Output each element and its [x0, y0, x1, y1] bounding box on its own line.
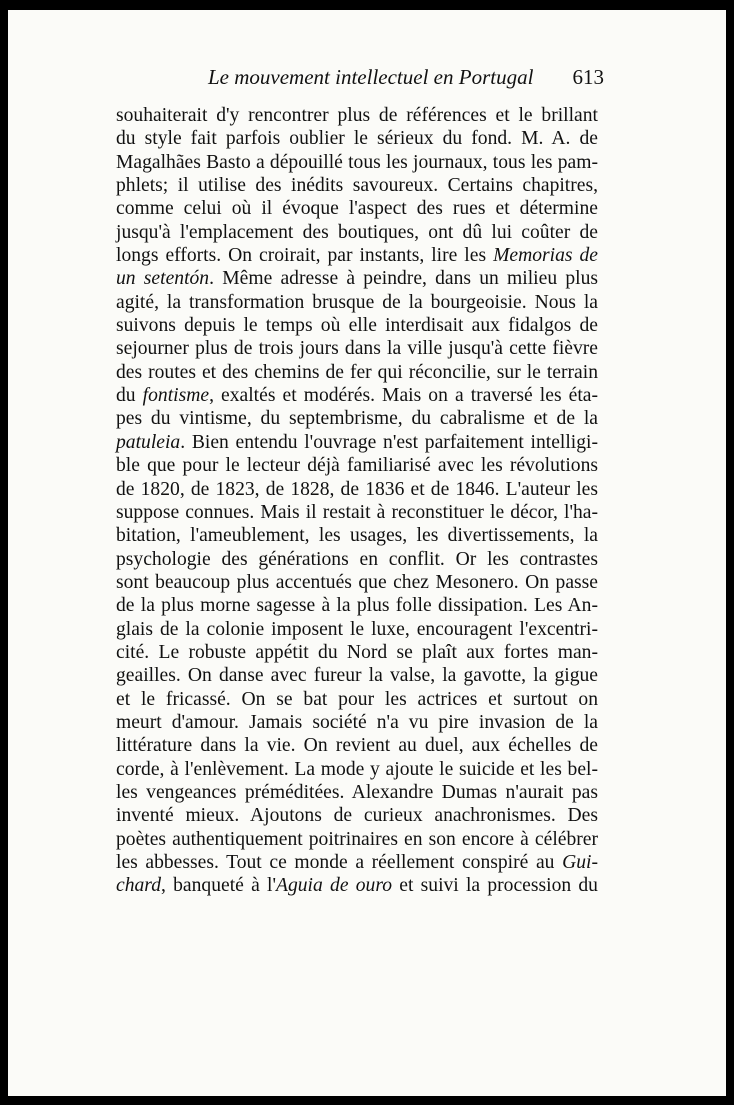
italic-text: chard	[116, 875, 161, 897]
text-run: de 1820, de 1823, de 1828, de 1836 et de 1846. L'auteur les	[116, 478, 598, 500]
italic-text: Memorias de	[493, 245, 598, 267]
text-line	[116, 478, 598, 501]
text-line	[116, 758, 598, 781]
italic-text: fontisme	[142, 385, 210, 407]
text-run: souhaiterait d'y rencontrer plus de références et le brillant	[116, 105, 598, 126]
text-line	[116, 734, 598, 757]
text-run: du	[116, 385, 143, 407]
text-line	[116, 197, 598, 220]
text-line	[116, 804, 598, 827]
text-line	[116, 711, 598, 734]
text-line	[116, 618, 598, 641]
running-title: Le mouvement intellectuel en Portugal	[208, 65, 534, 89]
text-line	[116, 851, 598, 874]
text-line	[116, 127, 598, 150]
text-run: cité. Le robuste appétit du Nord se plaît aux fortes man-	[116, 641, 598, 663]
text-run: sejourner plus de trois jours dans la ville jusqu'à cette fièvre	[116, 338, 598, 360]
text-run: geailles. On danse avec fureur la valse, la gavotte, la gigue	[116, 665, 598, 687]
text-run: les vengeances préméditées. Alexandre Dumas n'aurait pas	[116, 781, 598, 803]
text-line	[116, 641, 598, 664]
text-line	[116, 594, 598, 617]
text-run: glais de la colonie imposent le luxe, encouragent l'excentri-	[116, 618, 598, 640]
text-run: psychologie des générations en conflit. Or les contrastes	[116, 548, 598, 570]
text-line	[116, 291, 598, 314]
text-line	[116, 361, 598, 384]
text-run: pes du vintisme, du septembrisme, du cabralisme et de la	[116, 408, 598, 430]
text-line	[116, 548, 598, 571]
text-line	[116, 221, 598, 244]
text-line	[116, 781, 598, 804]
text-run: . Même adresse à peindre, dans un milieu plus	[209, 268, 598, 290]
text-line	[116, 874, 598, 897]
text-run: bitation, l'ameublement, les usages, les divertissements, la	[116, 525, 598, 547]
text-run: suivons depuis le temps où elle interdisait aux fidalgos de	[116, 315, 598, 337]
text-run: corde, à l'enlèvement. La mode y ajoute le suicide et les bel-	[116, 758, 598, 780]
text-run: , exaltés et modérés. Mais on a traversé les éta-	[209, 385, 598, 407]
page-number: 613	[572, 65, 604, 89]
text-line	[116, 828, 598, 851]
running-header	[116, 65, 604, 95]
text-run: sont beaucoup plus accentués que chez Mesonero. On passe	[116, 571, 598, 593]
italic-text: patuleia	[116, 431, 181, 453]
italic-text: Gui-	[562, 852, 598, 873]
text-run: suppose connues. Mais il restait à reconstituer le décor, l'ha-	[116, 501, 598, 523]
text-line	[116, 174, 598, 197]
text-line	[116, 524, 598, 547]
text-run: agité, la transformation brusque de la bourgeoisie. Nous la	[116, 291, 598, 313]
text-line	[116, 151, 598, 174]
italic-text: un setentón	[116, 268, 210, 290]
text-run: , banqueté à l'	[161, 875, 276, 897]
text-line	[116, 314, 598, 337]
text-run: du style fait parfois oublier le sérieux du fond. M. A. de	[116, 128, 598, 150]
text-line	[116, 571, 598, 594]
text-line	[116, 664, 598, 687]
italic-text: Aguia de ouro	[275, 875, 393, 897]
text-run: inventé mieux. Ajoutons de curieux anachronismes. Des	[116, 805, 598, 827]
text-run: les abbesses. Tout ce monde a réellement conspiré au	[116, 852, 563, 873]
text-line	[116, 431, 598, 454]
text-run: meurt d'amour. Jamais société n'a vu pire invasion de la	[116, 711, 598, 733]
text-run: Magalhães Basto a dépouillé tous les journaux, tous les pam-	[116, 151, 598, 173]
text-run: ble que pour le lecteur déjà familiarisé avec les révolutions	[116, 455, 598, 477]
text-line	[116, 688, 598, 711]
text-line	[116, 267, 598, 290]
text-line	[116, 244, 598, 267]
text-run: jusqu'à l'emplacement des boutiques, ont dû lui coûter de	[116, 221, 598, 243]
body-text	[116, 104, 598, 898]
text-run: longs efforts. On croirait, par instants, lire les	[116, 245, 494, 267]
text-run: littérature dans la vie. On revient au duel, aux échelles de	[116, 735, 598, 757]
text-line	[116, 104, 598, 127]
text-line	[116, 407, 598, 430]
text-run: comme celui où il évoque l'aspect des rues et détermine	[116, 198, 598, 220]
text-line	[116, 337, 598, 360]
text-run: des routes et des chemins de fer qui réconcilie, sur le terrain	[116, 361, 598, 383]
text-line	[116, 501, 598, 524]
text-run: poètes authentiquement poitrinaires en son encore à célébrer	[116, 828, 598, 850]
text-line	[116, 384, 598, 407]
text-run: et le fricassé. On se bat pour les actrices et surtout on	[116, 688, 598, 710]
text-run: et suivi la procession du	[392, 875, 598, 897]
text-run: . Bien entendu l'ouvrage n'est parfaitement intelligi-	[180, 431, 598, 453]
page	[8, 10, 726, 1096]
text-line	[116, 454, 598, 477]
text-run: de la plus morne sagesse à la plus folle dissipation. Les An-	[116, 595, 598, 617]
text-run: phlets; il utilise des inédits savoureux. Certains chapitres,	[116, 175, 598, 197]
